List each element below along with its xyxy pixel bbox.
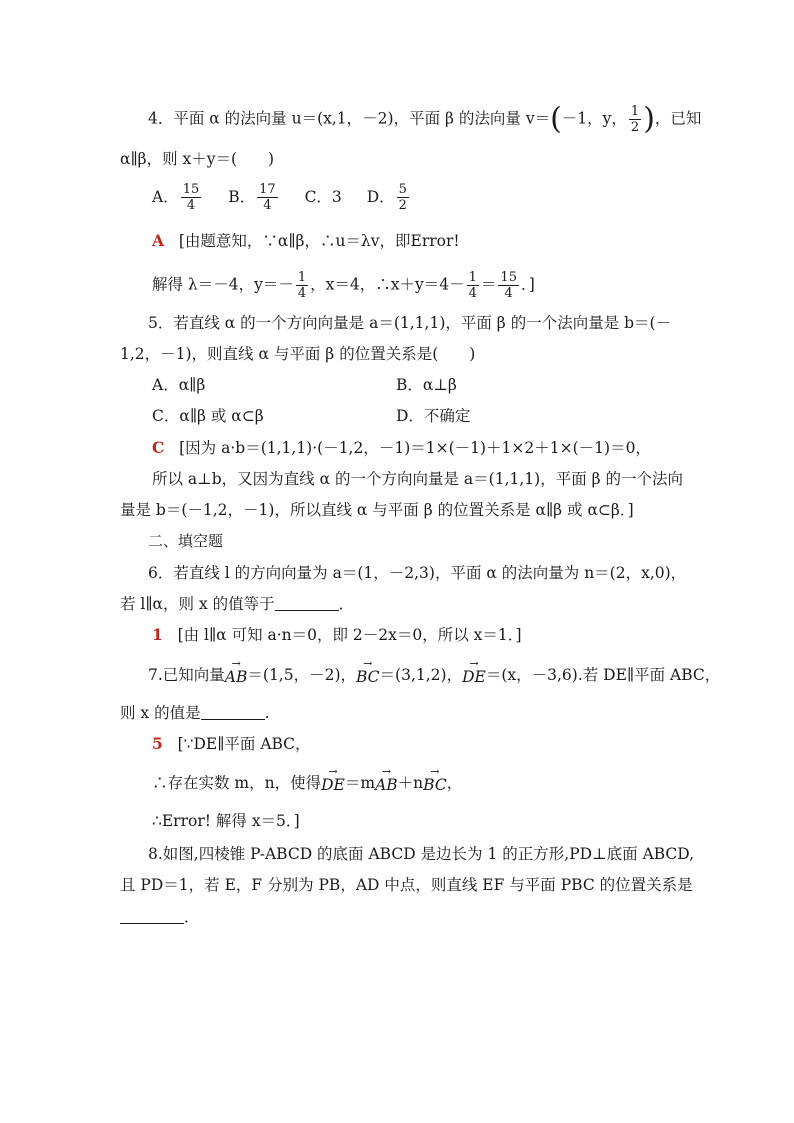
q4-answer: A — [152, 231, 165, 250]
q4-solution-text1: [由题意知，∵α∥β，∴u＝λv，即Error! — [178, 232, 460, 250]
q4-solution-line1 — [152, 230, 460, 252]
q7-answer-blank[interactable] — [201, 719, 265, 720]
q4-solution-line2: 解得 λ＝－4，y＝－ $\frac{1}{4}$ ，x＝4，∴x＋y＝4－ $\frac{1}{4}$ ＝ $\frac{15}{4}$ ．] — [152, 270, 535, 301]
q7-stem-line2: 则 x 的值是 . — [120, 704, 270, 722]
vector-ab-sol: → AB — [375, 765, 398, 794]
q4-paren-close: ) — [643, 101, 655, 137]
q7-solution-line2: ∴存在实数 m，n，使得 → DE ＝m → AB ＋n → BC ， — [152, 765, 463, 794]
q4-option-b: B． $\frac{17}{4}$ — [228, 182, 276, 213]
q5-stem-line1: 5．若直线 α 的一个方向向量是 a＝(1,1,1)，平面 β 的一个法向量是 b＝(－ — [148, 314, 672, 332]
q5-option-b: B．α⊥β — [396, 376, 457, 394]
q4-stem-line2 — [120, 148, 274, 170]
section-title-fill-in: 二、填空题 — [148, 532, 224, 550]
q6-answer-blank[interactable] — [275, 610, 339, 611]
q4-options — [152, 182, 411, 213]
q6-stem-line2: 若 l∥α，则 x 的值等于 ． — [120, 595, 355, 613]
q4-option-c: C．3 — [304, 187, 342, 206]
q7-solution-line3: ∴Error! 解得 x＝5．] — [152, 812, 300, 830]
q4-v-inner: －1，y， — [561, 109, 627, 128]
q7-answer: 5 — [152, 734, 163, 753]
q5-option-a: A．α∥β — [152, 376, 206, 394]
q5-solution-line3: 量是 b＝(－1,2，－1)，所以直线 α 与平面 β 的位置关系是 α∥β 或 α⊂β．] — [120, 501, 634, 519]
q6-stem-line1: 6．若直线 l 的方向向量为 a＝(1，－2,3)，平面 α 的法向量为 n＝(2，x,0)， — [148, 564, 687, 582]
q5-solution-line1: C [因为 a·b＝(1,1,1)·(－1,2，－1)＝1×(－1)＋1×2＋1×(－1)＝0， — [152, 438, 651, 457]
vector-ab: → AB — [224, 657, 248, 686]
q4-half-fraction: $\frac{1}{2}$ — [630, 104, 640, 135]
q8-stem-line3: ． — [120, 906, 200, 928]
q8-answer-blank[interactable] — [120, 923, 184, 924]
vector-bc: → BC — [356, 657, 380, 686]
q5-stem-line2: 1,2，－1)，则直线 α 与平面 β 的位置关系是( ) — [120, 345, 476, 363]
q5-answer: C — [152, 438, 165, 457]
q4-option-a: A． $\frac{15}{4}$ — [152, 182, 200, 213]
q7-solution-line1: 5 [∵DE∥平面 ABC， — [152, 734, 311, 753]
q4-stem-text: 4．平面 α 的法向量 u＝(x,1，－2)，平面 β 的法向量 v＝ — [148, 109, 551, 128]
vector-de-sol: → DE — [321, 765, 345, 794]
q5-option-d: D．不确定 — [396, 407, 471, 425]
q5-solution-line2: 所以 a⊥b，又因为直线 α 的一个方向向量是 a＝(1,1,1)，平面 β 的一个法向 — [152, 470, 684, 488]
q4-question-text: α∥β，则 x＋y＝( ) — [120, 150, 275, 168]
q4-stem-known: ，已知 — [654, 109, 702, 128]
vector-bc-sol: → BC — [423, 765, 447, 794]
q4-paren-open: ( — [550, 101, 562, 137]
q8-stem-line1: 8.如图,四棱锥 P-ABCD 的底面 ABCD 是边长为 1 的正方形,PD⊥底面 ABCD, — [148, 845, 695, 863]
q8-stem-line2: 且 PD＝1，若 E，F 分别为 PB，AD 中点，则直线 EF 与平面 PBC 的位置关系是 — [120, 876, 693, 894]
q4-option-d: D． $\frac{5}{2}$ — [366, 182, 407, 213]
q5-option-c: C．α∥β 或 α⊂β — [152, 407, 264, 425]
q7-stem-line1: 7.已知向量 → AB ＝(1,5，－2)， → BC ＝(3,1,2)， → DE ＝(x，－3,6).若 DE∥平面 ABC， — [148, 657, 721, 686]
q6-answer: 1 — [152, 625, 163, 644]
q6-solution: 1 [由 l∥α 可知 a·n＝0，即 2－2x＝0，所以 x＝1．] — [152, 625, 522, 644]
q4-stem-line1 — [148, 101, 702, 137]
vector-de: → DE — [462, 657, 486, 686]
